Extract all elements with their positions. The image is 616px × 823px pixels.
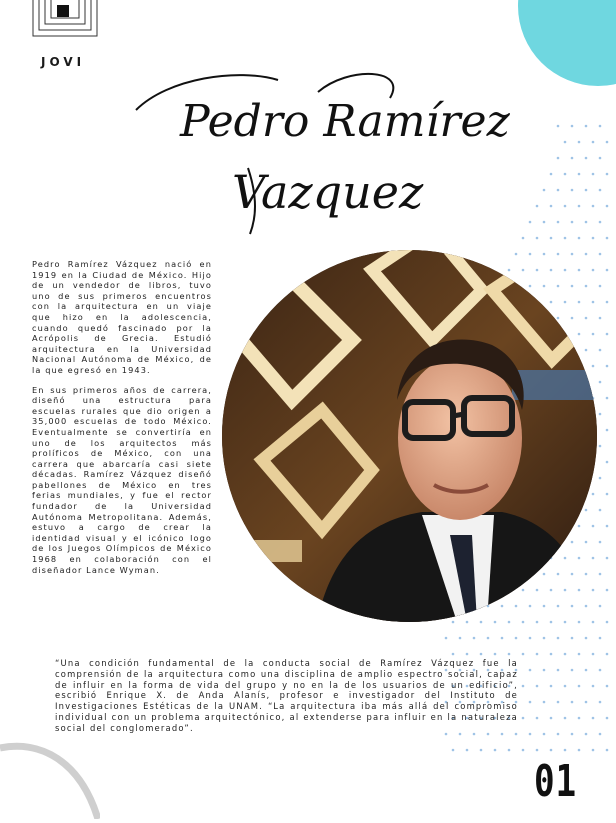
dot <box>606 141 609 144</box>
dot <box>473 637 476 640</box>
dot <box>599 285 602 288</box>
dot <box>592 141 595 144</box>
dot <box>571 637 574 640</box>
dot <box>550 749 553 752</box>
dot <box>557 605 560 608</box>
dot <box>459 637 462 640</box>
title-line-1: Pedro Ramírez <box>180 96 510 147</box>
dot <box>564 205 567 208</box>
dot <box>599 125 602 128</box>
dot <box>494 749 497 752</box>
dot <box>564 621 567 624</box>
dot <box>522 749 525 752</box>
dot <box>606 397 609 400</box>
dot <box>571 285 574 288</box>
dot <box>557 573 560 576</box>
dot <box>592 333 595 336</box>
dot <box>606 717 609 720</box>
dot <box>606 621 609 624</box>
dot <box>592 493 595 496</box>
dot <box>578 557 581 560</box>
dot <box>536 205 539 208</box>
dot <box>529 605 532 608</box>
dot <box>480 749 483 752</box>
dot <box>592 749 595 752</box>
dot <box>592 205 595 208</box>
dot <box>543 605 546 608</box>
dot <box>501 637 504 640</box>
decorative-arc <box>0 740 100 819</box>
dot <box>599 253 602 256</box>
dot <box>522 589 525 592</box>
dot <box>599 541 602 544</box>
dot <box>529 669 532 672</box>
dot <box>543 253 546 256</box>
dot <box>536 589 539 592</box>
dot <box>599 413 602 416</box>
dot <box>543 701 546 704</box>
dot <box>529 733 532 736</box>
dot <box>606 333 609 336</box>
dot <box>452 653 455 656</box>
dot <box>599 381 602 384</box>
dot <box>606 269 609 272</box>
teal-accent-circle <box>518 0 616 86</box>
dot <box>543 221 546 224</box>
dot <box>592 269 595 272</box>
dot <box>557 253 560 256</box>
dot <box>571 157 574 160</box>
dot <box>606 653 609 656</box>
dot <box>578 205 581 208</box>
title-line-2: Vazquez <box>232 165 424 219</box>
dot <box>543 189 546 192</box>
dot <box>550 717 553 720</box>
dot <box>564 269 567 272</box>
dot <box>557 285 560 288</box>
dot <box>529 253 532 256</box>
dot <box>571 733 574 736</box>
dot <box>557 637 560 640</box>
dot <box>564 653 567 656</box>
dot <box>557 669 560 672</box>
dot <box>543 637 546 640</box>
dot <box>508 749 511 752</box>
dot <box>578 717 581 720</box>
dot <box>592 717 595 720</box>
dot <box>564 173 567 176</box>
dot <box>550 621 553 624</box>
dot <box>550 685 553 688</box>
dot <box>606 685 609 688</box>
dot <box>606 173 609 176</box>
dot <box>564 717 567 720</box>
bio-paragraph: En sus primeros años de carrera, diseñó una estructura para escuelas rurales que dio origen a 35,000 escuelas de todo México. Eventualmente se convertiría en uno de los arquitectos más prolíficos de México, con una carrera que abarcaría casi siete décadas. Ramírez Vázquez diseñó pabellones de México en tres ferias mundiales, y fue el rector fundador de la Universidad Autónoma Metropolitana. Además, estuvo a cargo de crear la identidad visual y el icónico logo de los Juegos Olímpicos de México 1968 en colaboración con el diseñador Lance Wyman. <box>32 384 212 575</box>
dot <box>599 221 602 224</box>
dot <box>599 477 602 480</box>
bio-paragraph: Pedro Ramírez Vázquez nació en 1919 en la Ciudad de México. Hijo de un vendedor de libros, tuvo uno de sus primeros encuentros con la arquitectura en un viaje que hizo en la adolescencia, cuando quedó fascinado por la Acrópolis de Grecia. Estudió arquitectura en la Universidad Nacional Autónoma de México, de la que egresó en 1943. <box>32 259 212 375</box>
dot <box>536 717 539 720</box>
dot <box>599 573 602 576</box>
dot <box>578 653 581 656</box>
dot <box>606 429 609 432</box>
dot <box>466 621 469 624</box>
dot <box>550 301 553 304</box>
dot <box>585 733 588 736</box>
dot <box>487 637 490 640</box>
dot <box>585 125 588 128</box>
dot <box>578 141 581 144</box>
dot <box>501 605 504 608</box>
dot <box>599 733 602 736</box>
biography-text <box>32 259 212 584</box>
dot <box>585 285 588 288</box>
dot <box>529 221 532 224</box>
portrait-photo <box>222 250 597 622</box>
dot <box>578 621 581 624</box>
dot <box>543 669 546 672</box>
dot <box>522 269 525 272</box>
dot <box>599 669 602 672</box>
brand-name: JOVI <box>41 55 86 69</box>
dot <box>557 157 560 160</box>
dot <box>543 573 546 576</box>
dot <box>606 493 609 496</box>
dot <box>571 541 574 544</box>
dot <box>522 685 525 688</box>
dot <box>508 269 511 272</box>
dot <box>592 365 595 368</box>
dot <box>585 157 588 160</box>
dot <box>522 717 525 720</box>
dot <box>445 637 448 640</box>
dot <box>592 237 595 240</box>
dot <box>543 285 546 288</box>
dot <box>578 173 581 176</box>
dot <box>599 349 602 352</box>
dot <box>529 285 532 288</box>
dot <box>480 621 483 624</box>
dot <box>585 573 588 576</box>
dot <box>494 653 497 656</box>
dot <box>585 189 588 192</box>
dot <box>592 525 595 528</box>
dot <box>571 125 574 128</box>
page-title <box>128 58 510 240</box>
dot <box>508 653 511 656</box>
dot <box>585 605 588 608</box>
dot <box>585 253 588 256</box>
dot <box>564 685 567 688</box>
dot <box>606 525 609 528</box>
dot <box>578 333 581 336</box>
dot <box>536 621 539 624</box>
dot <box>571 221 574 224</box>
dot <box>522 653 525 656</box>
dot <box>599 605 602 608</box>
dot <box>606 301 609 304</box>
dot <box>564 301 567 304</box>
dot <box>571 669 574 672</box>
dot <box>536 685 539 688</box>
dot <box>585 541 588 544</box>
dot <box>564 141 567 144</box>
dot <box>536 749 539 752</box>
dot <box>599 637 602 640</box>
dot <box>571 701 574 704</box>
quote-text: “Una condición fundamental de la conducta social de Ramírez Vázquez fue la comprensión de la arquitectura como una disciplina de amplio espectro social, capaz de influir en la forma de vida del grupo y no en la de los usuarios de un edificio”, escribió Enrique X. de Anda Alanís, profesor e investigador del Instituto de Investigaciones Estéticas de la UNAM. “La arquitectura iba más allá del compromiso individual con un problema arquitectónico, al extenderse para influir en la naturaleza social del conglomerado”. <box>55 658 518 733</box>
dot <box>585 317 588 320</box>
dot <box>585 349 588 352</box>
dot <box>599 701 602 704</box>
dot <box>550 173 553 176</box>
dot <box>452 621 455 624</box>
dot <box>578 685 581 688</box>
dot <box>550 653 553 656</box>
dot <box>606 237 609 240</box>
dot <box>585 637 588 640</box>
dot <box>578 269 581 272</box>
dot <box>606 205 609 208</box>
dot <box>585 221 588 224</box>
dot <box>564 237 567 240</box>
dot <box>529 701 532 704</box>
dot <box>599 189 602 192</box>
dot <box>592 653 595 656</box>
dot <box>592 301 595 304</box>
dot <box>550 269 553 272</box>
dot <box>508 621 511 624</box>
dot <box>480 653 483 656</box>
dot <box>536 653 539 656</box>
dot <box>592 557 595 560</box>
dot <box>522 237 525 240</box>
dot <box>606 749 609 752</box>
dot <box>606 461 609 464</box>
dot <box>592 589 595 592</box>
dot <box>529 637 532 640</box>
dot <box>515 253 518 256</box>
dot <box>606 589 609 592</box>
dot <box>550 205 553 208</box>
dot <box>578 237 581 240</box>
dot <box>592 685 595 688</box>
dot <box>571 189 574 192</box>
page-number: 01 <box>534 756 577 807</box>
dot <box>550 237 553 240</box>
dot <box>452 749 455 752</box>
dot <box>564 557 567 560</box>
dot <box>543 733 546 736</box>
dot <box>599 509 602 512</box>
dot <box>515 605 518 608</box>
dot <box>557 221 560 224</box>
dot <box>522 621 525 624</box>
dot <box>599 157 602 160</box>
dot <box>592 173 595 176</box>
dot <box>571 317 574 320</box>
dot <box>557 189 560 192</box>
dot <box>578 301 581 304</box>
dot <box>606 557 609 560</box>
dot <box>536 237 539 240</box>
dot <box>578 589 581 592</box>
dot <box>606 365 609 368</box>
nested-squares-logo-icon <box>32 0 98 38</box>
dot <box>557 317 560 320</box>
dot <box>571 253 574 256</box>
dot <box>557 125 560 128</box>
dot <box>578 525 581 528</box>
dot <box>494 621 497 624</box>
dot <box>585 701 588 704</box>
dot <box>599 445 602 448</box>
dot <box>564 589 567 592</box>
dot <box>571 573 574 576</box>
dot <box>466 653 469 656</box>
dot <box>585 509 588 512</box>
dot <box>466 749 469 752</box>
dot <box>571 605 574 608</box>
dot <box>550 589 553 592</box>
dot <box>557 733 560 736</box>
dot <box>592 621 595 624</box>
dot <box>578 749 581 752</box>
dot <box>564 749 567 752</box>
dot <box>515 637 518 640</box>
dot <box>536 269 539 272</box>
dot <box>599 317 602 320</box>
dot <box>585 669 588 672</box>
dot <box>557 701 560 704</box>
